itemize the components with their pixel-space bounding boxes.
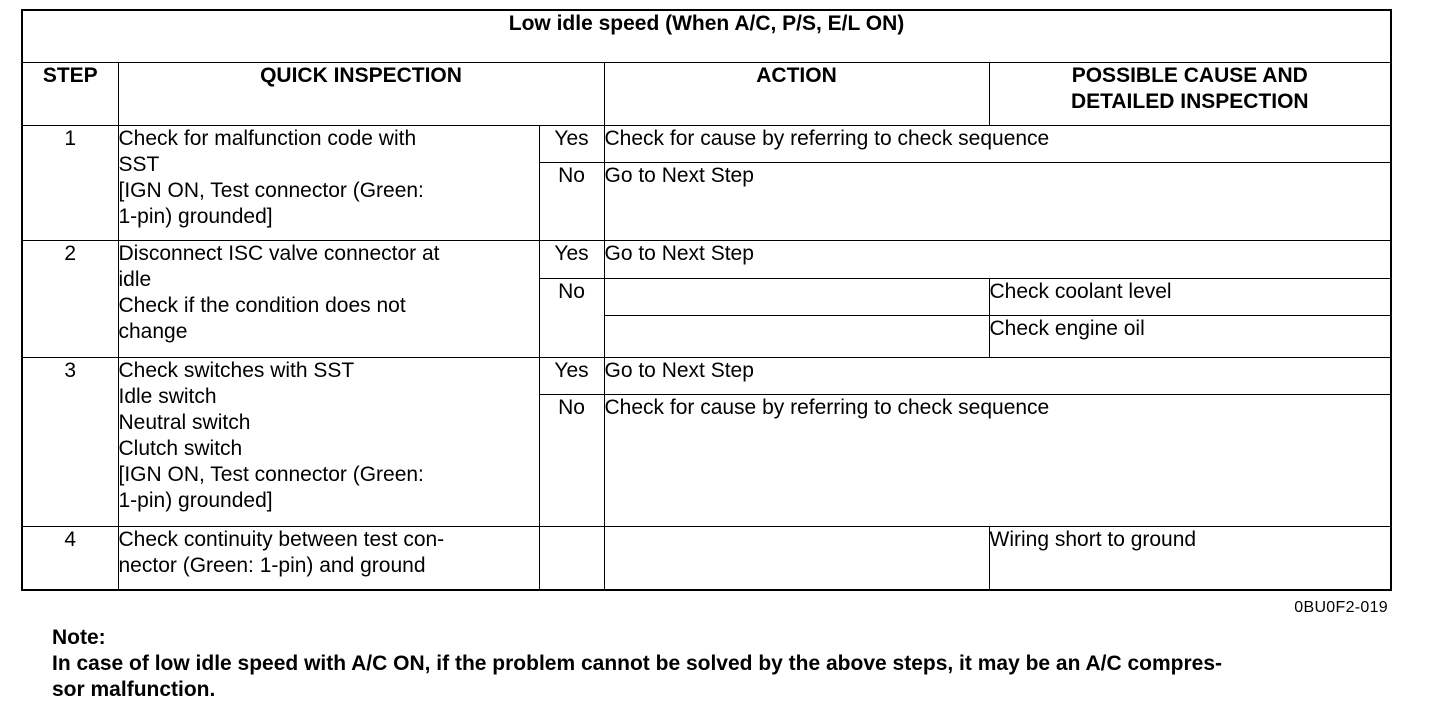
quick-inspection-cell bbox=[118, 241, 539, 358]
table-row bbox=[22, 126, 1391, 163]
header-quick-inspection: QUICK INSPECTION bbox=[118, 63, 604, 126]
action-empty bbox=[604, 316, 989, 358]
inspection-line: Check if the condition does not bbox=[118, 294, 406, 317]
header-possible-cause bbox=[989, 63, 1391, 126]
inspection-line: Disconnect ISC valve connector at bbox=[118, 242, 440, 265]
header-step: STEP bbox=[22, 63, 118, 126]
inspection-line: Neutral switch bbox=[118, 411, 251, 434]
inspection-line: idle bbox=[118, 268, 152, 291]
inspection-line: Check for malfunction code with bbox=[118, 127, 417, 150]
inspection-line: [IGN ON, Test connector (Green: bbox=[118, 179, 424, 202]
yes-action: Check for cause by referring to check sequence bbox=[604, 126, 1391, 163]
yes-label: Yes bbox=[539, 358, 604, 395]
action-empty bbox=[604, 527, 989, 590]
quick-inspection-cell bbox=[118, 527, 539, 590]
yes-label: Yes bbox=[539, 241, 604, 279]
diagnostic-table bbox=[21, 9, 1392, 591]
inspection-line: [IGN ON, Test connector (Green: bbox=[118, 463, 424, 486]
inspection-line: 1-pin) grounded] bbox=[118, 489, 273, 512]
yes-action: Go to Next Step bbox=[604, 358, 1391, 395]
table-row bbox=[22, 241, 1391, 279]
inspection-line: SST bbox=[118, 153, 160, 176]
yes-no-empty bbox=[539, 527, 604, 590]
note-line-2: sor malfunction. bbox=[52, 678, 216, 701]
quick-inspection-cell bbox=[118, 358, 539, 527]
note-block bbox=[52, 625, 1402, 703]
possible-cause: Check coolant level bbox=[989, 279, 1391, 316]
action-empty bbox=[604, 279, 989, 316]
yes-action: Go to Next Step bbox=[604, 241, 1391, 279]
step-number: 4 bbox=[22, 527, 118, 590]
inspection-line: Check continuity between test con- bbox=[118, 528, 445, 551]
header-cause-line2: DETAILED INSPECTION bbox=[1070, 90, 1309, 113]
no-label: No bbox=[539, 279, 604, 358]
note-label: Note: bbox=[52, 626, 106, 649]
header-action: ACTION bbox=[604, 63, 989, 126]
table-row bbox=[22, 527, 1391, 590]
table-title: Low idle speed (When A/C, P/S, E/L ON) bbox=[22, 10, 1391, 63]
no-label: No bbox=[539, 395, 604, 527]
note-line-1: In case of low idle speed with A/C ON, if the problem cannot be solved by the above steps, it may be an A/C compres- bbox=[52, 652, 1223, 675]
inspection-line: change bbox=[118, 320, 188, 343]
no-action: Check for cause by referring to check sequence bbox=[604, 395, 1391, 527]
inspection-line: Clutch switch bbox=[118, 437, 243, 460]
possible-cause: Check engine oil bbox=[989, 316, 1391, 358]
header-row bbox=[22, 63, 1391, 126]
step-number: 2 bbox=[22, 241, 118, 358]
figure-code: 0BU0F2-019 bbox=[1294, 599, 1388, 616]
header-cause-line1: POSSIBLE CAUSE AND bbox=[1071, 64, 1308, 87]
table-row bbox=[22, 358, 1391, 395]
yes-label: Yes bbox=[539, 126, 604, 163]
no-label: No bbox=[539, 163, 604, 241]
inspection-line: Idle switch bbox=[118, 385, 217, 408]
possible-cause: Wiring short to ground bbox=[989, 527, 1391, 590]
inspection-line: Check switches with SST bbox=[118, 359, 355, 382]
step-number: 1 bbox=[22, 126, 118, 241]
inspection-line: nector (Green: 1-pin) and ground bbox=[118, 554, 426, 577]
no-action: Go to Next Step bbox=[604, 163, 1391, 241]
quick-inspection-cell bbox=[118, 126, 539, 241]
title-row bbox=[22, 10, 1391, 63]
inspection-line: 1-pin) grounded] bbox=[118, 205, 273, 228]
step-number: 3 bbox=[22, 358, 118, 527]
